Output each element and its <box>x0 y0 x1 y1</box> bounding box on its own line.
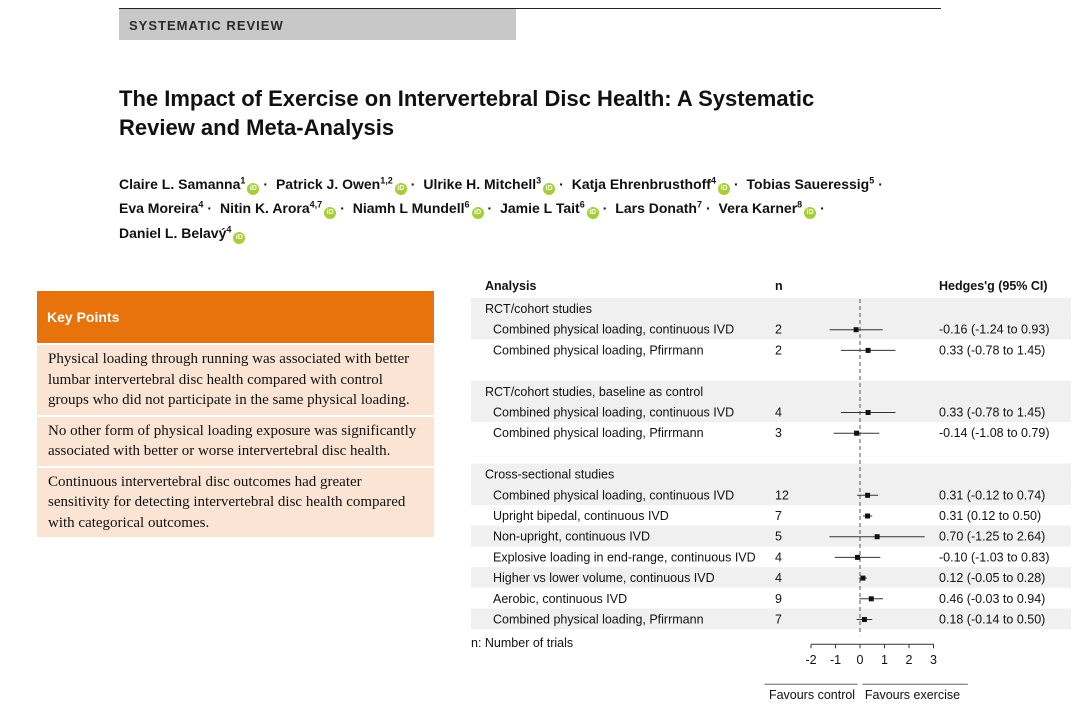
author-affiliation: 7 <box>696 199 702 210</box>
row-n: 2 <box>775 322 782 337</box>
row-n: 4 <box>775 571 782 586</box>
author-name <box>423 176 555 192</box>
column-header-n: n <box>775 279 783 293</box>
row-ci-text: 0.46 (-0.03 to 0.94) <box>939 591 1046 606</box>
orcid-icon[interactable]: iD <box>233 232 245 244</box>
author-affiliation: 4 <box>226 224 232 235</box>
favours-right-label: Favours exercise <box>864 688 961 703</box>
point-estimate <box>866 348 871 353</box>
author-separator: · <box>559 175 564 192</box>
author-separator: · <box>733 175 739 192</box>
orcid-icon[interactable]: iD <box>472 207 484 219</box>
row-label: Aerobic, continuous IVD <box>493 591 628 606</box>
row-ci-text: 0.12 (-0.05 to 0.28) <box>939 571 1046 586</box>
footnote: n: Number of trials <box>471 636 574 651</box>
author-affiliation: 4 <box>710 175 716 185</box>
key-points-box <box>37 291 434 537</box>
author-affiliation: 5 <box>869 175 875 185</box>
x-tick-label: -2 <box>805 653 817 668</box>
author-affiliation: 6 <box>464 199 470 210</box>
x-tick-label: 1 <box>881 653 888 668</box>
row-label: Combined physical loading, continuous IVD <box>493 488 735 503</box>
author-name-text: Tobias Saueressig <box>746 175 870 192</box>
author-name <box>747 176 875 192</box>
orcid-icon[interactable]: iD <box>718 183 730 195</box>
row-n: 7 <box>775 612 782 627</box>
row-label: Combined physical loading, Pfirrmann <box>493 426 704 441</box>
author-name-text: Eva Moreira <box>119 200 199 217</box>
orcid-icon[interactable]: iD <box>324 207 336 219</box>
author-name-text: Niamh L Mundell <box>352 200 465 217</box>
column-header-effect: Hedges'g (95% CI) <box>939 279 1048 293</box>
author-name-text: Claire L. Samanna <box>119 175 241 192</box>
row-ci-text: 0.70 (-1.25 to 2.64) <box>939 529 1046 544</box>
author-name <box>276 176 407 192</box>
author-name-text: Nitin K. Arora <box>219 200 310 217</box>
author-separator: · <box>207 200 213 217</box>
x-tick-label: 2 <box>905 653 913 668</box>
key-points-heading: Key Points <box>37 291 434 343</box>
favours-left-label: Favours control <box>768 688 856 703</box>
author-name <box>119 225 245 241</box>
author-name-text: Ulrike H. Mitchell <box>423 175 537 192</box>
author-name <box>353 200 484 216</box>
point-estimate <box>854 431 859 436</box>
column-header-analysis: Analysis <box>485 279 537 293</box>
section-label: SYSTEMATIC REVIEW <box>119 9 516 40</box>
author-name <box>500 200 599 216</box>
row-n: 9 <box>775 591 782 606</box>
group-label: RCT/cohort studies <box>485 302 592 316</box>
row-n: 12 <box>775 488 789 503</box>
author-name-text: Vera Karner <box>718 200 798 217</box>
orcid-icon[interactable]: iD <box>587 207 599 219</box>
x-tick-label: 3 <box>930 653 937 668</box>
author-separator: · <box>878 175 883 192</box>
article-title: The Impact of Exercise on Intervertebral Disc Health: A Systematic Review and Meta-Analysis <box>119 86 815 140</box>
row-n: 3 <box>775 426 782 441</box>
group-label: RCT/cohort studies, baseline as control <box>485 384 704 399</box>
row-ci-text: 0.31 (0.12 to 0.50) <box>939 509 1042 523</box>
point-estimate <box>855 555 860 560</box>
author-affiliation: 8 <box>797 199 803 210</box>
row-label: Combined physical loading, continuous IVD <box>493 405 735 420</box>
row-label: Combined physical loading, Pfirrmann <box>493 343 704 358</box>
author-affiliation: 1,2 <box>380 175 393 185</box>
orcid-icon[interactable]: iD <box>395 183 407 195</box>
row-n: 5 <box>775 529 782 544</box>
author-name <box>119 200 203 216</box>
author-list <box>119 170 919 244</box>
row-ci-text: -0.16 (-1.24 to 0.93) <box>939 322 1050 337</box>
row-ci-text: 0.18 (-0.14 to 0.50) <box>939 612 1046 627</box>
row-n: 4 <box>775 405 782 420</box>
author-affiliation: 6 <box>579 199 585 210</box>
point-estimate <box>875 534 880 539</box>
row-ci-text: 0.33 (-0.78 to 1.45) <box>939 343 1046 358</box>
row-ci-text: -0.14 (-1.08 to 0.79) <box>939 426 1050 441</box>
point-estimate <box>860 576 865 581</box>
point-estimate <box>869 596 874 601</box>
author-name-text: Lars Donath <box>615 200 697 217</box>
author-name-text: Patrick J. Owen <box>275 175 381 192</box>
author-affiliation: 4 <box>198 199 204 210</box>
author-name <box>615 200 702 216</box>
orcid-icon[interactable]: iD <box>804 207 816 219</box>
row-label: Higher vs lower volume, continuous IVD <box>493 571 715 586</box>
row-n: 2 <box>775 343 782 358</box>
author-name-text: Daniel L. Belavý <box>119 224 227 241</box>
group-label: Cross-sectional studies <box>485 467 615 482</box>
x-tick-label: -1 <box>829 653 842 668</box>
row-n: 7 <box>775 509 782 523</box>
row-label: Upright bipedal, continuous IVD <box>493 509 669 523</box>
forest-plot <box>465 272 1077 703</box>
row-ci-text: 0.33 (-0.78 to 1.45) <box>939 405 1046 420</box>
author-name <box>719 200 817 216</box>
author-name <box>572 176 730 192</box>
author-separator: · <box>602 200 608 217</box>
author-name <box>220 200 336 216</box>
row-label: Explosive loading in end-range, continuous IVD <box>493 550 756 565</box>
orcid-icon[interactable]: iD <box>543 183 555 195</box>
author-separator: · <box>410 175 416 192</box>
row-label: Combined physical loading, Pfirrmann <box>493 612 704 627</box>
author-separator: · <box>820 200 825 217</box>
point-estimate <box>865 493 870 498</box>
author-separator: · <box>705 200 711 217</box>
author-separator: · <box>487 200 493 217</box>
point-estimate <box>866 410 871 415</box>
row-ci-text: -0.10 (-1.03 to 0.83) <box>939 550 1050 565</box>
author-name <box>119 176 259 192</box>
author-name-text: Katja Ehrenbrusthoff <box>571 175 711 192</box>
row-label: Combined physical loading, continuous IVD <box>493 322 735 337</box>
row-n: 4 <box>775 550 782 565</box>
key-point-item: Continuous intervertebral disc outcomes had greater sensitivity for detecting intervertebral disc health compared with categorical outcomes. <box>37 466 434 538</box>
row-ci-text: 0.31 (-0.12 to 0.74) <box>939 488 1046 503</box>
key-point-item: No other form of physical loading exposure was significantly associated with better or worse intervertebral disc health. <box>37 415 434 466</box>
point-estimate <box>854 327 859 332</box>
key-point-item: Physical loading through running was associated with better lumbar intervertebral disc health compared with control groups who did not participate in the same physical loading. <box>37 343 434 415</box>
author-name-text: Jamie L Tait <box>500 200 580 217</box>
author-affiliation: 4,7 <box>309 199 323 210</box>
point-estimate <box>862 617 867 622</box>
point-estimate <box>865 514 870 519</box>
author-separator: · <box>263 175 269 192</box>
author-affiliation: 3 <box>536 175 542 185</box>
author-affiliation: 1 <box>240 175 246 185</box>
orcid-icon[interactable]: iD <box>247 183 259 195</box>
x-tick-label: 0 <box>856 653 864 668</box>
row-label: Non-upright, continuous IVD <box>493 529 651 544</box>
author-separator: · <box>340 200 345 217</box>
